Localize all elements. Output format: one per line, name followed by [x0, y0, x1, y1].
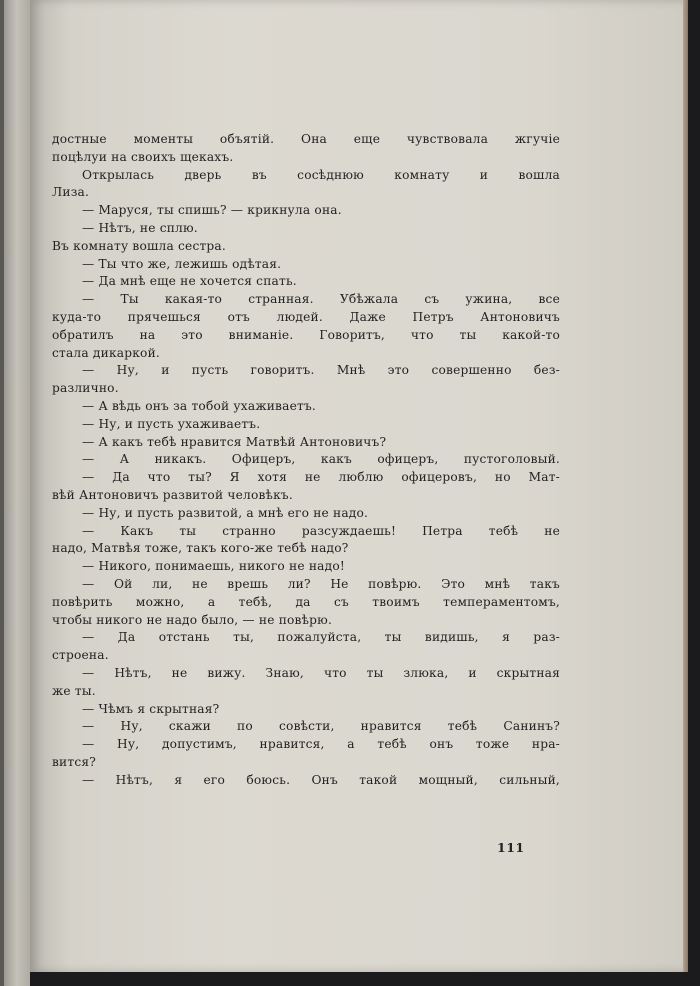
text-line: — Да отстань ты, пожалуйста, ты видишь, я раз- [82, 630, 560, 645]
text-line: — Ну, и пусть говоритъ. Мнѣ это совершенно без- [82, 363, 560, 378]
text-line: — Ты что же, лежишь одѣтая. [82, 256, 282, 271]
text-line: — Чѣмъ я скрытная? [82, 701, 220, 716]
page-number: 111 [497, 840, 525, 855]
text-line: поцѣлуи на своихъ щекахъ. [52, 149, 234, 164]
text-line: — Ты какая-то странная. Убѣжала съ ужина, все [82, 292, 560, 307]
text-line: вѣй Антоновичъ развитой человѣкъ. [52, 487, 293, 502]
text-line: стала дикаркой. [52, 345, 160, 360]
text-line: достные моменты объятій. Она еще чувствовала жгучіе [52, 132, 560, 146]
text-line: — Ну, допустимъ, нравится, а тебѣ онъ тоже нра- [82, 737, 560, 752]
text-line: — А никакъ. Офицеръ, какъ офицеръ, пустоголовый. [82, 452, 560, 467]
text-line: — А какъ тебѣ нравится Матвѣй Антоновичъ? [82, 434, 387, 449]
text-line: строена. [52, 648, 109, 663]
text-line: различно. [52, 381, 119, 396]
text-line: — Ну, скажи по совѣсти, нравится тебѣ Санинъ? [82, 719, 560, 734]
text-line: обратилъ на это вниманіе. Говоритъ, что ты какой-то [52, 327, 560, 342]
text-line: — Какъ ты странно разсуждаешь! Петра тебѣ не [82, 523, 560, 538]
text-line: — Маруся, ты спишь? — крикнула она. [82, 203, 342, 218]
text-line: же ты. [52, 683, 96, 698]
text-line: — А вѣдь онъ за тобой ухаживаетъ. [82, 398, 316, 413]
text-line: Лиза. [52, 185, 90, 200]
text-line: — Нѣтъ, не сплю. [82, 220, 198, 235]
previous-page-edge [0, 0, 30, 986]
binding-shadow [0, 0, 4, 986]
text-line: — Ну, и пусть развитой, а мнѣ его не надо. [82, 505, 369, 520]
text-line: — Никого, понимаешь, никого не надо! [82, 559, 345, 574]
text-line: — Ой ли, не врешь ли? Не повѣрю. Это мнѣ такъ [82, 576, 560, 591]
text-line: куда-то прячешься отъ людей. Даже Петръ Антоновичъ [52, 309, 560, 324]
text-line: вится? [52, 754, 96, 769]
text-line: — Да мнѣ еще не хочется спать. [82, 274, 297, 289]
text-line: — Ну, и пусть ухаживаетъ. [82, 416, 261, 431]
body-text [52, 131, 560, 789]
text-line: Открылась дверь въ сосѣднюю комнату и вошла [82, 167, 560, 182]
text-line: — Да что ты? Я хотя не люблю офицеровъ, но Мат- [82, 470, 560, 485]
text-line: — Нѣтъ, я его боюсь. Онъ такой мощный, сильный, [82, 772, 560, 787]
text-line: — Нѣтъ, не вижу. Знаю, что ты злюка, и скрытная [82, 665, 560, 680]
text-line: надо, Матвѣя тоже, такъ кого-же тебѣ надо? [52, 541, 349, 556]
text-line: Въ комнату вошла сестра. [52, 238, 226, 253]
text-line: повѣрить можно, а тебѣ, да съ твоимъ темпераментомъ, [52, 594, 560, 609]
page-edge [683, 0, 688, 972]
text-line: чтобы никого не надо было, — не повѣрю. [52, 612, 333, 627]
